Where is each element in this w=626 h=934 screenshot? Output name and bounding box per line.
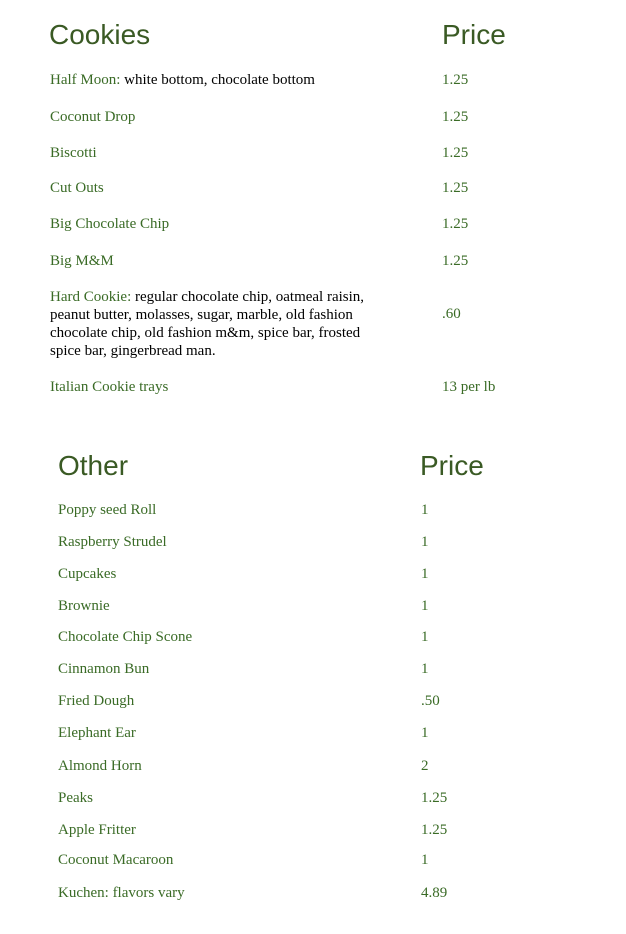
other-price-heading: Price [420,450,484,481]
item-name: Cinnamon Bun [58,661,150,677]
item-price: 1 [421,534,429,550]
item-name: Fried Dough [58,693,135,709]
item-price: 1 [421,502,429,518]
item-price: 1 [421,725,429,741]
item-name: Biscotti [50,145,97,161]
item-name: Chocolate Chip Scone [58,629,193,645]
item-label: Hard Cookie: [50,289,132,305]
cookies-price-heading: Price [442,19,506,50]
item-description: regular chocolate chip, oatmeal raisin, peanut butter, molasses, sugar, marble, old fashion chocolate chip, old fashion m&m, spice bar, frosted spice bar, gingerbread man. [50,289,365,359]
item-name [50,71,370,89]
item-price: 13 per lb [442,379,496,395]
item-price: 1.25 [442,180,469,196]
item-label: Half Moon: [50,72,121,88]
item-name: Cupcakes [58,566,117,582]
item-price: 1.25 [442,253,469,269]
item-name: Peaks [58,790,93,806]
item-price: 1 [421,852,429,868]
item-price: 1.25 [421,822,448,838]
item-price: 2 [421,758,429,774]
item-name [50,288,368,360]
cookies-heading: Cookies [49,19,151,50]
item-name: Coconut Drop [50,109,136,125]
item-price: 1.25 [442,109,469,125]
item-name: Kuchen: flavors vary [58,885,185,901]
item-name: Italian Cookie trays [50,379,169,395]
item-description: white bottom, chocolate bottom [120,72,315,88]
item-name: Big M&M [50,253,114,269]
item-price: 1 [421,661,429,677]
item-name: Almond Horn [58,758,142,774]
item-name: Apple Fritter [58,822,136,838]
item-price: 1.25 [421,790,448,806]
item-name: Coconut Macaroon [58,852,174,868]
item-name: Poppy seed Roll [58,502,157,518]
other-heading: Other [58,450,129,481]
item-price: 1 [421,598,429,614]
item-price: 4.89 [421,885,448,901]
item-name: Raspberry Strudel [58,534,167,550]
item-price: 1.25 [442,145,469,161]
item-price: 1.25 [442,216,469,232]
item-name: Big Chocolate Chip [50,216,170,232]
item-price: 1.25 [442,72,469,88]
item-price: 1 [421,629,429,645]
item-name: Cut Outs [50,180,104,196]
item-price: .60 [442,306,461,322]
item-name: Elephant Ear [58,725,136,741]
item-price: .50 [421,693,440,709]
item-name: Brownie [58,598,110,614]
item-price: 1 [421,566,429,582]
